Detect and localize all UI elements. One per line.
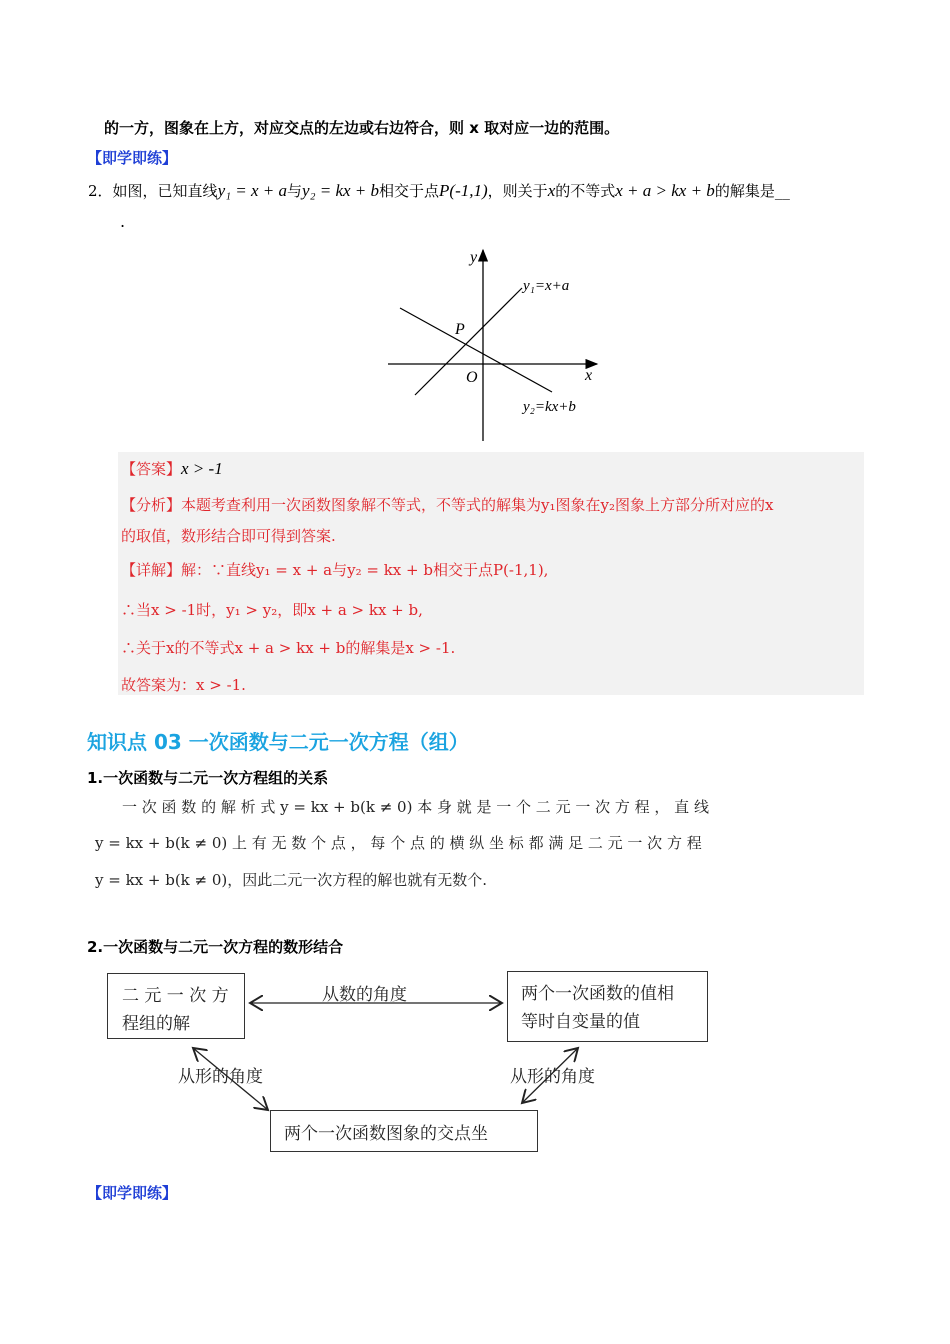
point: P(-1,1) [439,181,488,200]
function-graph [0,0,950,460]
analysis-line1 [121,494,773,515]
analysis-text: 本题考查利用一次函数图象解不等式，不等式的解集为y₁图象在y₂图象上方部分所对应的x [181,496,774,514]
answer-tag: 【答案】 [121,460,182,478]
q-text: ，则关于 [487,182,548,200]
practice-label: 【即学即练】 [87,149,178,167]
label-shape-angle-right: 从形的角度 [510,1067,595,1087]
p-label: P [455,321,465,338]
diagram-arrows [0,960,950,1160]
detail-text: 解：∵直线y₁ = x + a与y₂ = kx + b相交于点P(-1,1), [181,561,549,579]
question-tail: . [120,212,126,231]
label-number-angle: 从数的角度 [322,985,407,1005]
box1-line2: 程组的解 [122,1014,190,1034]
intro-line: 的一方，图象在上方，对应交点的左边或右边符合，则 x 取对应一边的范围。 [104,119,620,137]
q-blank: 的解集是__ [714,182,790,200]
para-line1: 一 次 函 数 的 解 析 式 y = kx + b(k ≠ 0) 本 身 就 是 一 个 二 元 一 次 方 程 ， 直 线 [122,798,709,816]
q-text: 的不等式 [555,182,616,200]
q-text: 相交于点 [379,182,440,200]
analysis-tag: 【分析】 [121,496,182,514]
inequality: x + a > kx + b [615,181,715,200]
detail-tag: 【详解】 [121,561,182,579]
x-axis-label: x [585,367,593,384]
answer-box [118,452,864,695]
detail-line4: 故答案为：x > -1. [121,676,246,694]
analysis-line2: 的取值，数形结合即可得到答案. [121,527,336,545]
y-axis-label: y [470,249,478,266]
eq1: y₁ = x + a [217,181,288,200]
answer-row [121,458,223,479]
eq2: y₂ = kx + b [302,181,380,200]
question-number: 2． [88,182,113,200]
q-text: 与 [287,182,303,200]
box-intersection: 两个一次函数图象的交点坐 [270,1110,538,1152]
line2-label: y₂=kx+b [523,399,576,415]
detail-line2: ∴当x > -1时，y₁ > y₂，即x + a > kx + b, [121,601,423,619]
detail-line1 [121,559,548,580]
origin-label: O [466,369,478,386]
box2-line1: 两个一次函数的值相 [521,984,674,1004]
practice-label-2: 【即学即练】 [87,1184,178,1202]
subheading-2: 2.一次函数与二元一次方程的数形结合 [87,938,344,956]
subheading-1: 1.一次函数与二元一次方程组的关系 [87,769,329,787]
para-line2: y = kx + b(k ≠ 0) 上 有 无 数 个 点 ， 每 个 点 的 横 纵 坐 标 都 满 足 二 元 一 次 方 程 [95,834,702,852]
label-shape-angle-left: 从形的角度 [178,1067,263,1087]
box1-line1: 二 元 一 次 方 [122,986,229,1006]
box2-line2: 等时自变量的值 [521,1012,640,1032]
var: x [547,181,556,200]
para-line3: y = kx + b(k ≠ 0)，因此二元一次方程的解也就有无数个. [95,871,488,889]
line1-label: y₁=x+a [523,278,570,294]
section-title: 知识点 03 一次函数与二元一次方程（组） [87,730,469,754]
q-text: 如图，已知直线 [112,182,218,200]
detail-line3: ∴关于x的不等式x + a > kx + b的解集是x > -1. [121,639,456,657]
answer-value: x > -1 [181,459,223,478]
